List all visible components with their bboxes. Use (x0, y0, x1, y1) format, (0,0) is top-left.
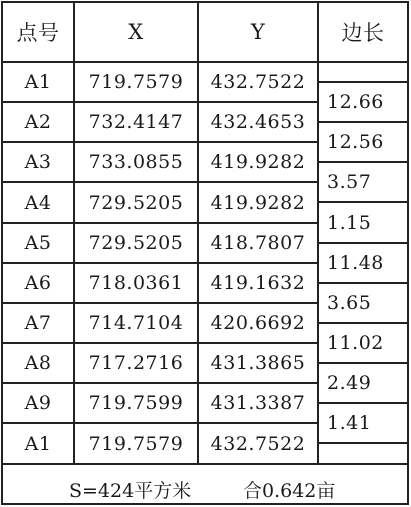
x-cell: 719.7599 (88, 392, 184, 414)
side-divider (319, 442, 407, 444)
area-square-meters: S=424平方米 (69, 480, 192, 502)
area-mu: 合0.642亩 (243, 480, 336, 502)
header-side-length: 边长 (341, 21, 385, 45)
y-cell: 420.6692 (210, 312, 306, 334)
x-cell: 714.7104 (88, 312, 184, 334)
side-length-cell: 1.41 (327, 412, 372, 434)
point-cell: A2 (24, 111, 52, 133)
y-cell: 432.4653 (210, 111, 306, 133)
header-point: 点号 (16, 21, 60, 45)
x-cell: 729.5205 (88, 232, 184, 254)
y-cell: 431.3387 (210, 392, 306, 414)
point-cell: A1 (24, 432, 52, 455)
side-length-cell: 2.49 (327, 372, 372, 394)
point-cell: A8 (24, 352, 52, 374)
y-cell: 419.9282 (210, 151, 306, 173)
x-cell: 717.2716 (88, 352, 184, 374)
divider-y-side (317, 3, 319, 463)
y-cell: 419.9282 (210, 191, 306, 214)
x-cell: 733.0855 (88, 151, 184, 173)
side-length-cell: 12.56 (327, 131, 384, 153)
x-cell: 732.4147 (88, 111, 184, 133)
point-cell: A4 (24, 191, 52, 214)
point-cell: A6 (24, 272, 52, 294)
header-x: X (128, 20, 144, 44)
y-cell: 419.1632 (210, 272, 306, 294)
side-length-cell: 3.57 (327, 171, 372, 193)
header-y: Y (250, 20, 266, 44)
side-length-cell: 11.48 (327, 252, 384, 274)
point-cell: A9 (24, 392, 52, 414)
y-cell: 431.3865 (210, 352, 306, 374)
y-cell: 432.7522 (210, 432, 306, 455)
point-cell: A5 (24, 232, 52, 254)
point-cell: A1 (24, 71, 52, 93)
side-length-cell: 1.15 (327, 211, 372, 234)
x-cell: 729.5205 (88, 191, 184, 214)
x-cell: 718.0361 (88, 272, 184, 294)
x-cell: 719.7579 (88, 432, 184, 455)
side-length-cell: 12.66 (327, 91, 384, 113)
footer-divider (3, 463, 407, 465)
side-length-cell: 3.65 (327, 292, 372, 314)
y-cell: 418.7807 (210, 232, 306, 254)
point-cell: A7 (24, 312, 52, 334)
y-cell: 432.7522 (210, 71, 306, 93)
x-cell: 719.7579 (88, 71, 184, 93)
side-length-cell: 11.02 (327, 332, 384, 354)
coordinate-table (1, 1, 409, 505)
point-cell: A3 (24, 151, 52, 173)
